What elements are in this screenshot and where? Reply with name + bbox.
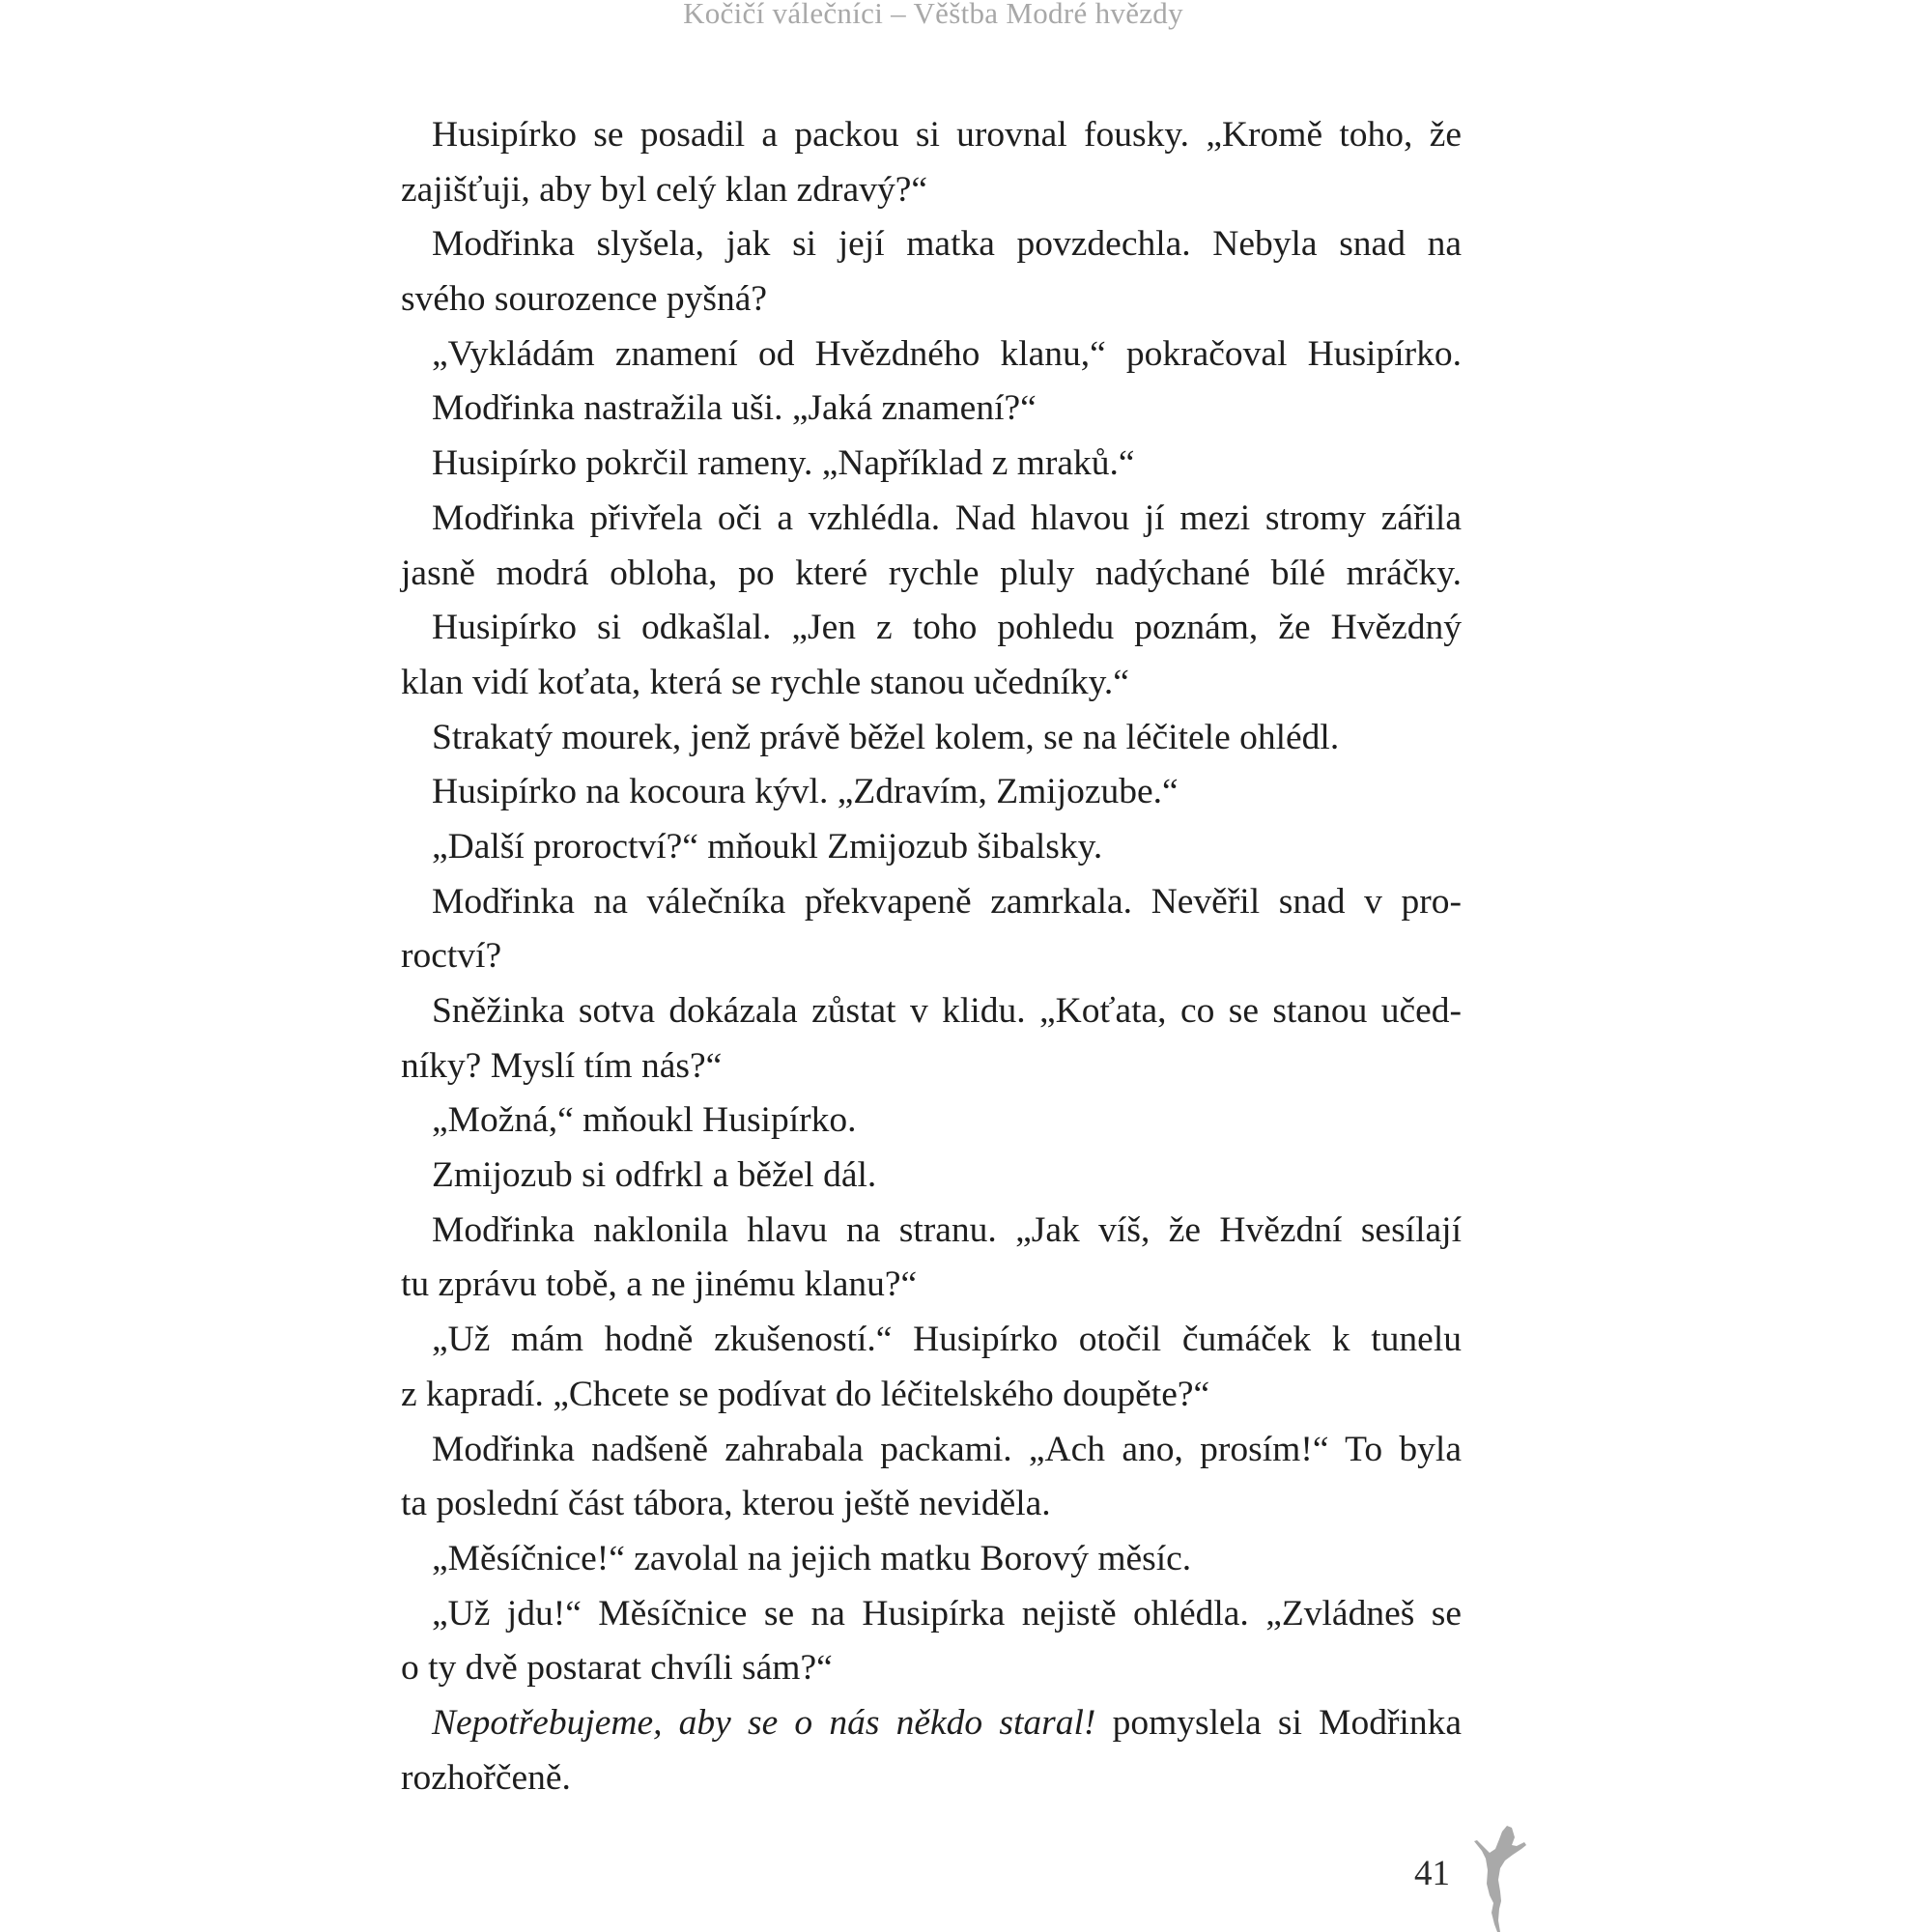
text-line	[401, 1368, 1462, 1423]
line-text: klan vidí koťata, která se rychle stanou učedníky.“	[401, 662, 1129, 702]
text-line	[401, 601, 1462, 656]
line-text: zajišťuji, aby byl celý klan zdravý?“	[401, 169, 927, 210]
text-line	[401, 1094, 1462, 1149]
line-text: „Vykládám znamení od Hvězdného klanu,“ pokračoval Husipírko.	[432, 333, 1462, 374]
line-text: Husipírko se posadil a packou si urovnal fousky. „Kromě toho, že	[432, 115, 1462, 155]
line-text: ta poslední část tábora, kterou ještě neviděla.	[401, 1484, 1051, 1524]
text-line	[401, 1696, 1462, 1751]
line-text: pomyslela si Modřinka	[1095, 1702, 1462, 1743]
page-number: 41	[1414, 1854, 1450, 1893]
text-line	[401, 765, 1462, 820]
line-text: „Měsíčnice!“ zavolal na jejich matku Borový měsíc.	[432, 1538, 1192, 1578]
line-text: tu zprávu tobě, a ne jinému klanu?“	[401, 1264, 918, 1305]
line-text: Husipírko na kocoura kývl. „Zdravím, Zmijozube.“	[432, 772, 1179, 812]
line-text: Sněžinka sotva dokázala zůstat v klidu. „Koťata, co se stanou učed-	[432, 991, 1462, 1031]
text-line	[401, 1258, 1462, 1313]
text-line	[401, 327, 1462, 383]
text-line	[401, 1587, 1462, 1642]
running-head: Kočičí válečníci – Věštba Modré hvězdy	[683, 0, 1183, 30]
line-text: roctví?	[401, 936, 502, 977]
text-line	[401, 929, 1462, 984]
text-line	[401, 1751, 1462, 1806]
text-line	[401, 820, 1462, 875]
line-text: níky? Myslí tím nás?“	[401, 1045, 723, 1086]
text-line	[401, 1204, 1462, 1259]
text-line	[401, 492, 1462, 547]
line-text: Modřinka nadšeně zahrabala packami. „Ach ano, prosím!“ To byla	[432, 1429, 1462, 1469]
line-text: svého sourozence pyšná?	[401, 279, 768, 320]
line-text: Husipírko si odkašlal. „Jen z toho pohledu poznám, že Hvězdný	[432, 608, 1462, 648]
text-line	[401, 711, 1462, 766]
text-line	[401, 1039, 1462, 1094]
text-line	[401, 1477, 1462, 1532]
line-text: „Další proroctví?“ mňoukl Zmijozub šibalsky.	[432, 826, 1103, 867]
text-line	[401, 547, 1462, 602]
line-text: „Možná,“ mňoukl Husipírko.	[432, 1100, 857, 1141]
text-line	[401, 1149, 1462, 1204]
line-text: Modřinka naklonila hlavu na stranu. „Jak víš, že Hvězdní sesílají	[432, 1209, 1462, 1250]
text-line	[401, 656, 1462, 711]
text-line	[401, 163, 1462, 218]
line-text: Modřinka přivřela oči a vzhlédla. Nad hlavou jí mezi stromy zářila	[432, 497, 1462, 538]
text-line	[401, 1641, 1462, 1696]
text-line	[401, 437, 1462, 492]
line-text: jasně modrá obloha, po které rychle pluly nadýchané bílé mráčky.	[401, 553, 1462, 593]
line-text: Modřinka na válečníka překvapeně zamrkala. Nevěřil snad v pro-	[432, 881, 1462, 922]
text-line	[401, 382, 1462, 437]
italic-thought: Nepotřebujeme, aby se o nás někdo staral!	[432, 1702, 1096, 1743]
text-line	[401, 1532, 1462, 1587]
line-text: Modřinka slyšela, jak si její matka povzdechla. Nebyla snad na	[432, 224, 1462, 265]
line-text: Modřinka nastražila uši. „Jaká znamení?“	[432, 388, 1037, 429]
body-text	[401, 108, 1462, 1805]
line-text: o ty dvě postarat chvíli sám?“	[401, 1648, 833, 1689]
text-line	[401, 272, 1462, 327]
text-line	[401, 875, 1462, 930]
line-text: z kapradí. „Chcete se podívat do léčitelského doupěte?“	[401, 1374, 1210, 1414]
line-text: „Už jdu!“ Měsíčnice se na Husipírka nejistě ohlédla. „Zvládneš se	[432, 1593, 1462, 1634]
line-text: Strakatý mourek, jenž právě běžel kolem, se na léčitele ohlédl.	[432, 717, 1340, 757]
line-text: rozhořčeně.	[401, 1757, 571, 1798]
text-line	[401, 1423, 1462, 1478]
text-line	[401, 217, 1462, 272]
line-text: Husipírko pokrčil rameny. „Například z mraků.“	[432, 443, 1135, 484]
text-line	[401, 108, 1462, 163]
line-text: Zmijozub si odfrkl a běžel dál.	[432, 1155, 877, 1196]
text-line	[401, 1313, 1462, 1368]
text-line	[401, 984, 1462, 1039]
line-text: „Už mám hodně zkušeností.“ Husipírko otočil čumáček k tunelu	[432, 1320, 1462, 1360]
leaping-cat-silhouette-icon	[1468, 1816, 1536, 1932]
